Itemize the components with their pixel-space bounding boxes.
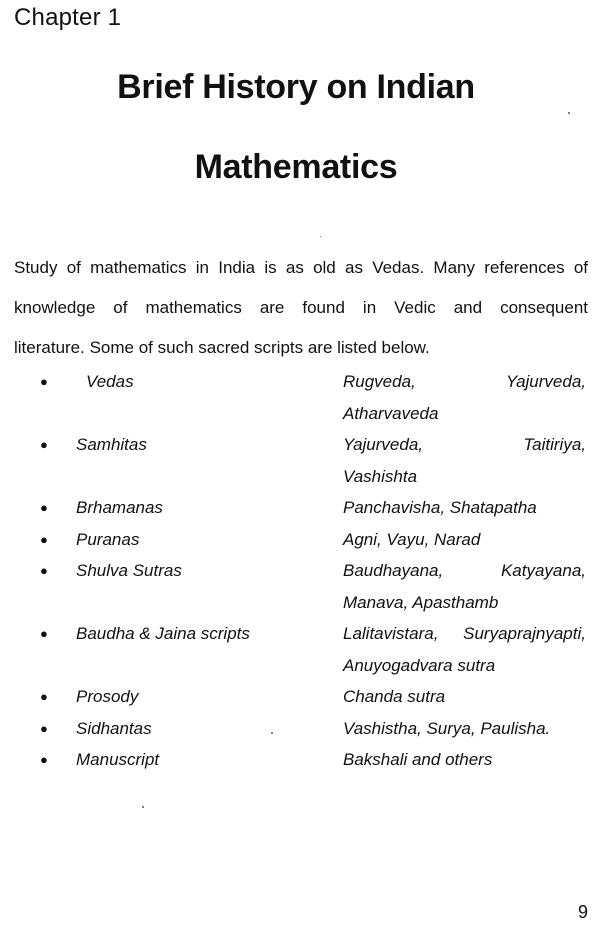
script-text-line: Baudhayana, Katyayana, — [343, 561, 586, 580]
list-item — [0, 524, 600, 556]
script-text-line: Bakshali and others — [343, 750, 493, 769]
page-title-line-2: Mathematics — [194, 148, 398, 186]
page-number: 9 — [578, 902, 589, 922]
script-text-line: Vashishta — [343, 466, 418, 486]
bullet-icon: ● — [40, 689, 48, 704]
script-texts — [343, 681, 586, 713]
script-texts — [343, 618, 586, 681]
script-texts — [343, 366, 586, 429]
bullet-icon: ● — [40, 626, 48, 641]
script-category: Baudha & Jaina scripts — [76, 624, 250, 643]
list-item — [0, 492, 600, 524]
script-category: Samhitas — [76, 435, 147, 454]
script-category: Vedas — [86, 372, 134, 391]
script-text-line: Agni, Vayu, Narad — [343, 529, 481, 549]
script-text-line: Anuyogadvara sutra — [343, 655, 496, 675]
script-texts — [343, 492, 586, 524]
script-text-line: Panchavisha, Shatapatha — [343, 498, 537, 517]
sacred-scripts-list — [0, 366, 600, 776]
intro-paragraph — [14, 248, 588, 368]
script-texts — [343, 744, 586, 776]
script-text-line: Rugveda, Yajurveda, — [343, 372, 586, 391]
script-texts — [343, 429, 586, 492]
print-speck — [142, 806, 144, 808]
list-item — [0, 555, 600, 618]
bullet-icon: ● — [40, 437, 48, 452]
script-text-line: Manava, Apasthamb — [343, 592, 499, 612]
print-speck — [320, 236, 321, 237]
script-text-line: Chanda sutra — [343, 687, 446, 706]
script-text-line: Vashistha, Surya, Paulisha. — [343, 718, 551, 738]
bullet-icon: ● — [40, 500, 48, 515]
bullet-icon: ● — [40, 720, 48, 736]
script-texts — [343, 524, 586, 556]
bullet-icon: ● — [40, 531, 48, 547]
list-item — [0, 366, 600, 429]
list-item — [0, 618, 600, 681]
list-item — [0, 429, 600, 492]
script-category: Prosody — [76, 687, 139, 706]
intro-line: knowledge of mathematics are found in Vedic and consequent — [14, 298, 588, 317]
intro-line: literature. Some of such sacred scripts are listed below. — [14, 338, 430, 357]
chapter-label: Chapter 1 — [14, 4, 122, 31]
intro-line: Study of mathematics in India is as old as Vedas. Many references of — [14, 258, 588, 277]
script-texts — [343, 713, 586, 745]
script-category: Sidhantas — [76, 718, 152, 738]
list-item — [0, 744, 600, 776]
list-item — [0, 681, 600, 713]
bullet-icon: ● — [40, 752, 48, 767]
print-speck — [568, 112, 570, 114]
script-category: Puranas — [76, 529, 140, 549]
script-category: Manuscript — [76, 750, 160, 769]
script-category: Brhamanas — [76, 498, 163, 517]
script-text-line: Yajurveda, Taitiriya, — [343, 435, 586, 454]
script-text-line: Atharvaveda — [343, 403, 439, 423]
page-title-line-1: Brief History on Indian — [117, 68, 475, 106]
script-texts — [343, 555, 586, 618]
list-item — [0, 713, 600, 745]
bullet-icon: ● — [40, 563, 48, 578]
print-speck — [271, 732, 273, 734]
script-category: Shulva Sutras — [76, 561, 182, 580]
script-text-line: Lalitavistara, Suryaprajnyapti, — [343, 624, 586, 643]
bullet-icon: ● — [40, 374, 48, 389]
